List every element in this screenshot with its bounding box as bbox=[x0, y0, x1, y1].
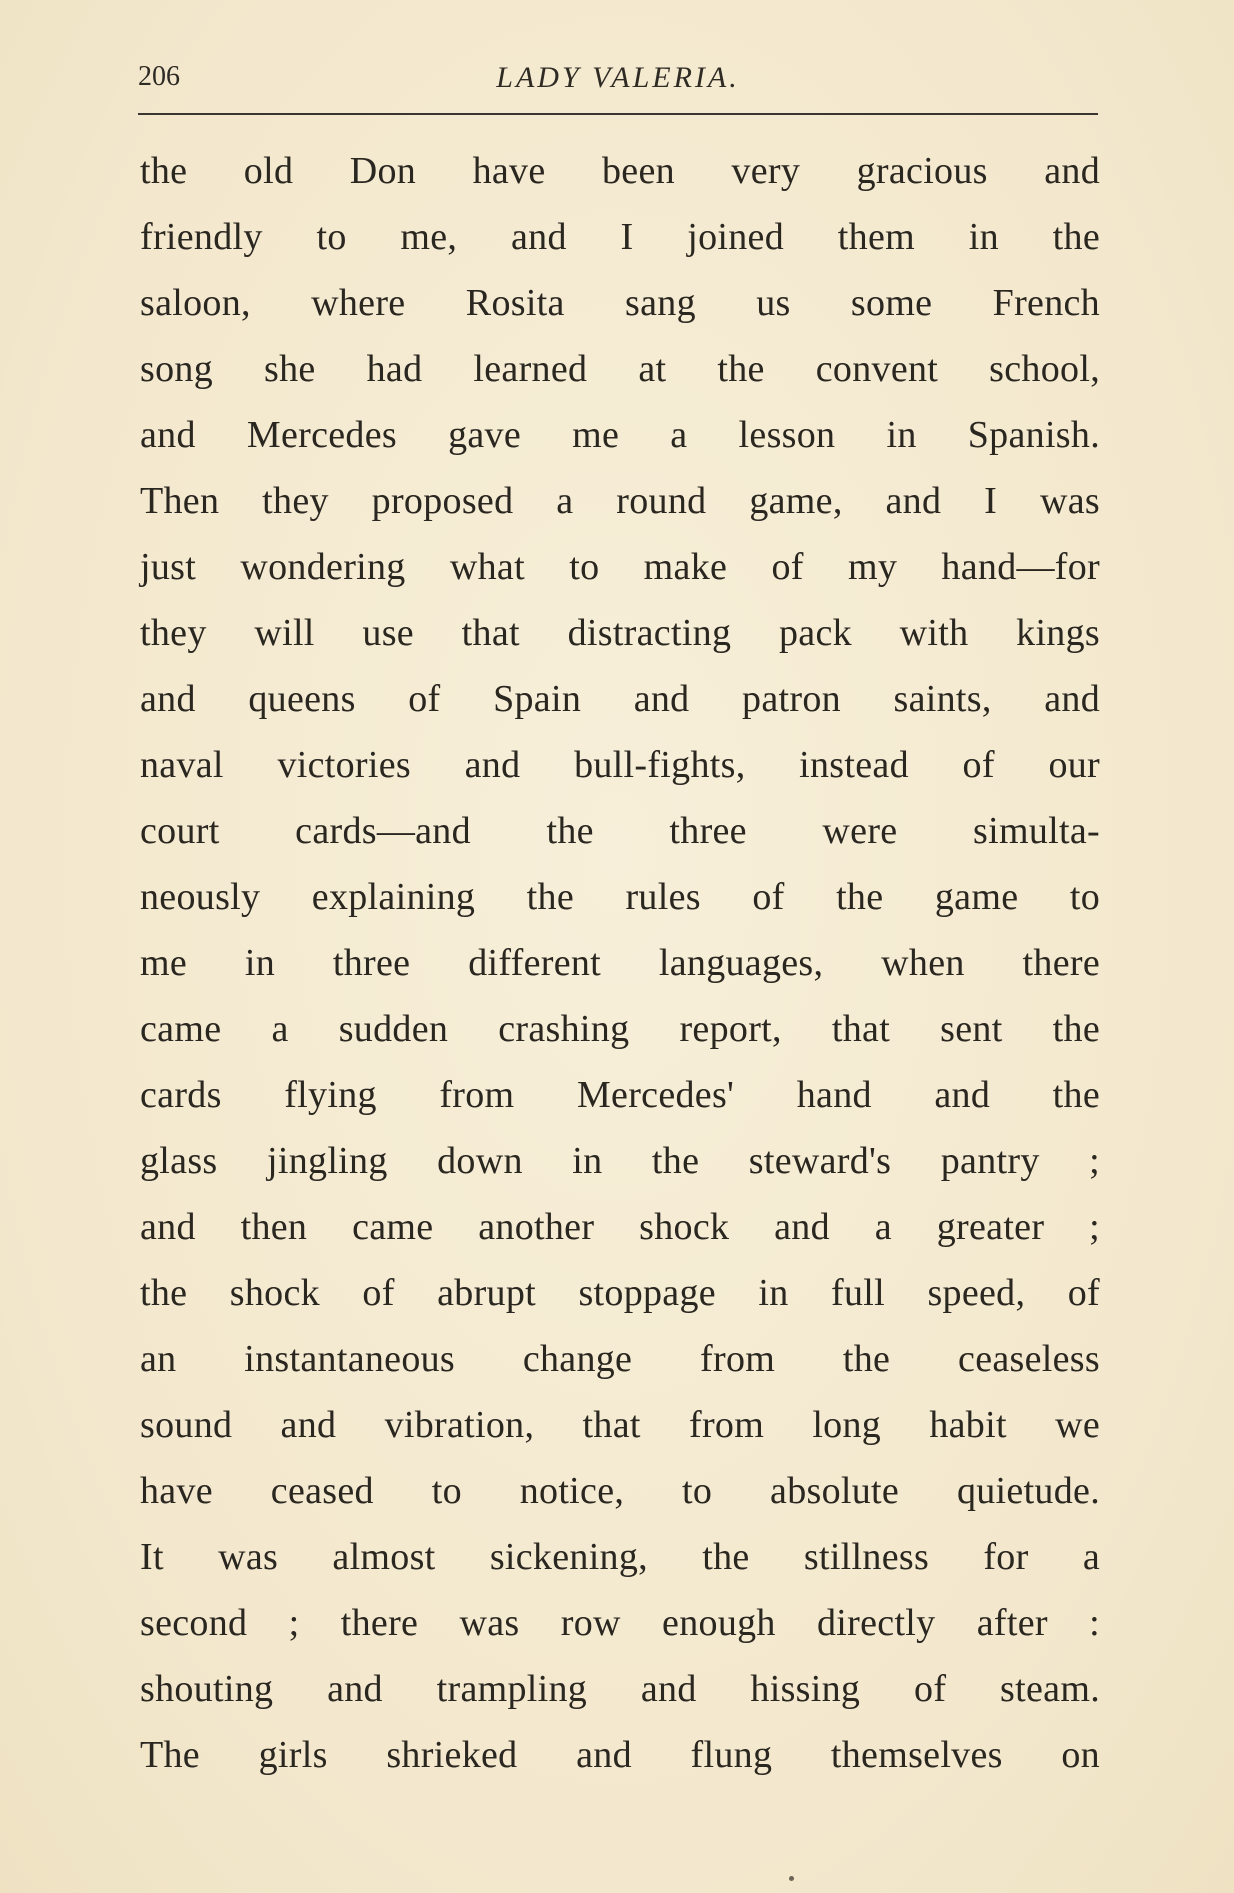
text-line: and queens of Spain and patron saints, and bbox=[140, 678, 1100, 720]
text-line: glass jingling down in the steward's pantry ; bbox=[140, 1140, 1100, 1182]
text-line: friendly to me, and I joined them in the bbox=[140, 216, 1100, 258]
ink-speck bbox=[789, 1876, 794, 1881]
text-line: an instantaneous change from the ceaseless bbox=[140, 1338, 1100, 1380]
text-line: saloon, where Rosita sang us some French bbox=[140, 282, 1100, 324]
text-line: Then they proposed a round game, and I was bbox=[140, 480, 1100, 522]
text-line: and then came another shock and a greater ; bbox=[140, 1206, 1100, 1248]
text-line: they will use that distracting pack with kings bbox=[140, 612, 1100, 654]
text-line: just wondering what to make of my hand—for bbox=[140, 546, 1100, 588]
text-line: and Mercedes gave me a lesson in Spanish. bbox=[140, 414, 1100, 456]
text-line: sound and vibration, that from long habit we bbox=[140, 1404, 1100, 1446]
text-line: cards flying from Mercedes' hand and the bbox=[140, 1074, 1100, 1116]
text-line: have ceased to notice, to absolute quietude. bbox=[140, 1470, 1100, 1512]
text-line: the shock of abrupt stoppage in full speed, of bbox=[140, 1272, 1100, 1314]
page-number: 206 bbox=[138, 61, 180, 92]
body-text bbox=[140, 138, 1100, 1788]
text-line: shouting and trampling and hissing of steam. bbox=[140, 1668, 1100, 1710]
text-line: the old Don have been very gracious and bbox=[140, 150, 1100, 192]
text-line: The girls shrieked and flung themselves on bbox=[140, 1734, 1100, 1776]
text-line: naval victories and bull-fights, instead of our bbox=[140, 744, 1100, 786]
text-line: me in three different languages, when there bbox=[140, 942, 1100, 984]
text-line: second ; there was row enough directly after : bbox=[140, 1602, 1100, 1644]
text-line: came a sudden crashing report, that sent the bbox=[140, 1008, 1100, 1050]
page-header bbox=[138, 55, 1098, 105]
text-line: court cards—and the three were simulta- bbox=[140, 810, 1100, 852]
text-line: It was almost sickening, the stillness for a bbox=[140, 1536, 1100, 1578]
text-line: song she had learned at the convent school, bbox=[140, 348, 1100, 390]
header-rule bbox=[138, 113, 1098, 115]
running-title: LADY VALERIA. bbox=[496, 61, 740, 94]
text-line: neously explaining the rules of the game to bbox=[140, 876, 1100, 918]
